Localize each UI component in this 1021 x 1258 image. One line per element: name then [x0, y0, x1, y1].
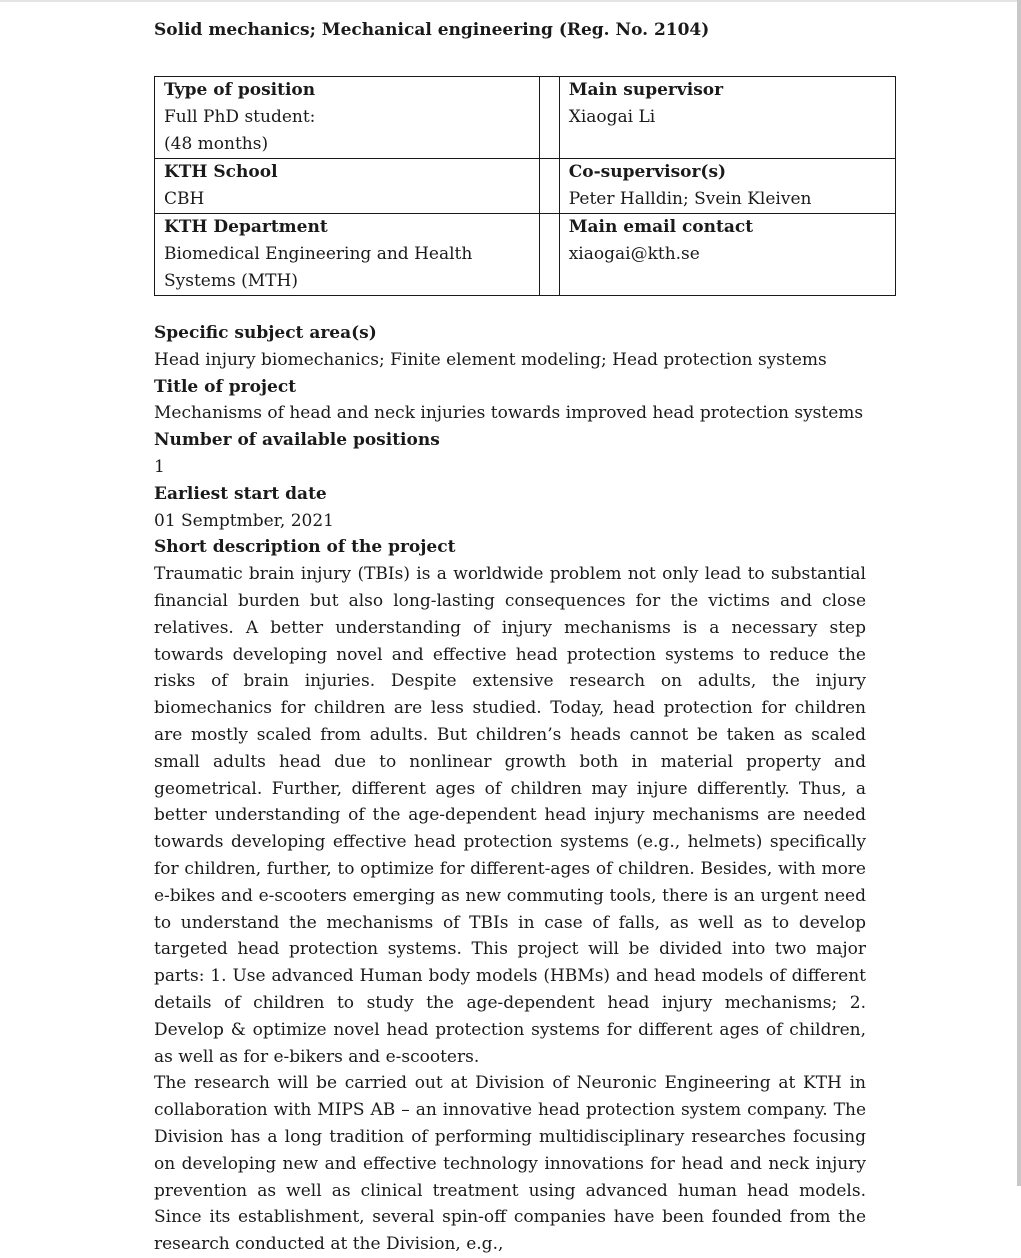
- type-of-position-label: Type of position: [164, 80, 316, 100]
- spacer-cell: [540, 214, 559, 296]
- department-cell: [155, 214, 540, 296]
- department-label: KTH Department: [164, 217, 328, 237]
- school-value: CBH: [164, 189, 205, 209]
- school-cell: [155, 159, 540, 214]
- position-info-table: [154, 76, 896, 296]
- project-title-heading: Title of project: [154, 376, 297, 397]
- main-supervisor-label: Main supervisor: [568, 80, 724, 100]
- main-supervisor-cell: [559, 77, 895, 159]
- email-label: Main email contact: [568, 217, 754, 237]
- table-row: [155, 77, 896, 159]
- email-cell: [559, 214, 895, 296]
- department-value: Biomedical Engineering and Health Systems (MTH): [164, 244, 473, 291]
- page-right-edge: [1017, 0, 1021, 1186]
- main-supervisor-value: Xiaogai Li: [568, 107, 656, 127]
- type-of-position-line2: (48 months): [164, 134, 269, 154]
- spacer-cell: [540, 159, 559, 214]
- subject-area-heading: Specific subject area(s): [154, 323, 377, 343]
- positions-heading: Number of available positions: [154, 430, 440, 451]
- description-paragraph-2: The research will be carried out at Division of Neuronic Engineering at KTH in collaboration with MIPS AB – an innovative head protection system company. The Division has a long tradition of performing multidisciplinary researches focusing on developing new and effective technology innovations for head and neck injury prevention as well as clinical treatment using advanced human head models. Since its establishment, several spin-off companies have been founded from the research conducted at the Division, e.g.,: [154, 1073, 866, 1255]
- page-top-edge: [0, 0, 1021, 2]
- email-value: xiaogai@kth.se: [568, 244, 700, 264]
- co-supervisor-cell: [559, 159, 895, 214]
- document-title: Solid mechanics; Mechanical engineering (Reg. No. 2104): [154, 20, 710, 40]
- co-supervisor-value: Peter Halldin; Svein Kleiven: [568, 189, 812, 209]
- table-row: [155, 214, 896, 296]
- subject-area-text: Head injury biomechanics; Finite element modeling; Head protection systems: [154, 349, 827, 370]
- type-of-position-cell: [155, 77, 540, 159]
- start-date-text: 01 Semptmber, 2021: [154, 510, 334, 531]
- type-of-position-line1: Full PhD student:: [164, 107, 316, 127]
- school-label: KTH School: [164, 162, 278, 182]
- description-paragraph-1: Traumatic brain injury (TBIs) is a worldwide problem not only lead to substantial financial burden but also long-lasting consequences for the victims and close relatives. A better understanding of injury mechanisms is a necessary step towards developing novel and effective head protection systems to reduce the risks of brain injuries. Despite extensive research on adults, the injury biomechanics for children are less studied. Today, head protection for children are mostly scaled from adults. But children’s heads cannot be taken as scaled small adults head due to nonlinear growth both in material property and geometrical. Further, different ages of children may injure differently. Thus, a better understanding of the age-dependent head injury mechanisms are needed towards developing effective head protection systems (e.g., helmets) specifically for children, further, to optimize for different-ages of children. Besides, with more e-bikes and e-scooters emerging as new commuting tools, there is an urgent need to understand the mechanisms of TBIs in case of falls, as well as to develop targeted head protection systems. This project will be divided into two major parts: 1. Use advanced Human body models (HBMs) and head models of different details of children to study the age-dependent head injury mechanisms; 2. Develop & optimize novel head protection systems for different ages of children, as well as for e-bikers and e-scooters.: [154, 564, 866, 1067]
- positions-text: 1: [154, 456, 165, 477]
- start-date-heading: Earliest start date: [154, 483, 327, 504]
- project-details: [154, 320, 866, 1258]
- description-heading: Short description of the project: [154, 537, 456, 558]
- project-title-text: Mechanisms of head and neck injuries towards improved head protection systems: [154, 403, 864, 424]
- table-row: [155, 159, 896, 214]
- spacer-cell: [540, 77, 559, 159]
- co-supervisor-label: Co-supervisor(s): [568, 162, 727, 182]
